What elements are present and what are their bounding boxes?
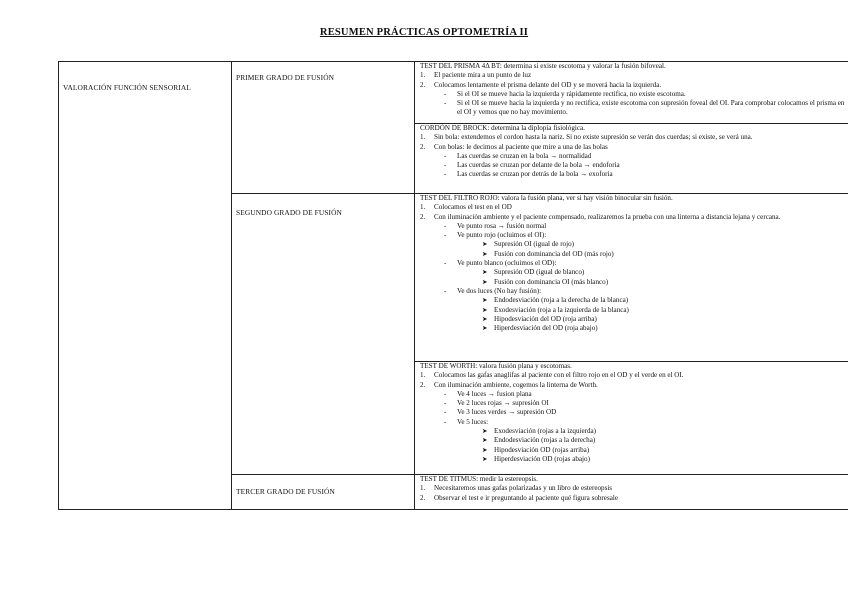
- list-marker: -: [444, 151, 447, 160]
- list-text: Si el OI se mueve hacia la izquierda y no rectifica, existe escotoma con supresión foveal del OI. Para comprobar colocamos el prisma en el OI y vemos que no hay movimiento.: [457, 99, 845, 117]
- test-content: [420, 475, 848, 503]
- list-marker: 2.: [420, 80, 426, 89]
- numbered-step: [420, 143, 848, 152]
- list-text: Supresión OD (igual de blanco): [494, 268, 585, 277]
- document-title: RESUMEN PRÁCTICAS OPTOMETRÍA II: [319, 27, 529, 38]
- list-marker: 1.: [420, 71, 426, 80]
- list-marker: 1.: [420, 133, 426, 142]
- list-text: Necesitaremos unas gafas polarizadas y un libro de estereopsis: [434, 484, 613, 493]
- arrow-item: [420, 250, 848, 259]
- list-marker: ➤: [482, 315, 488, 323]
- numbered-step: [420, 81, 848, 90]
- list-text: Si el OI se mueve hacia la izquierda y rápidamente rectifica, no existe escotoma.: [457, 89, 686, 98]
- list-marker: -: [444, 259, 447, 268]
- list-text: Supresión OI (igual de rojo): [494, 240, 574, 249]
- list-marker: ➤: [482, 241, 488, 249]
- numbered-step: [420, 494, 848, 503]
- list-marker: 1.: [420, 484, 426, 493]
- dash-item: [420, 231, 848, 240]
- list-text: Observar el test e ir preguntando al paciente qué figura sobresale: [434, 493, 618, 502]
- list-marker: -: [444, 99, 447, 108]
- list-text: Hipodesviación OD (rojas arriba): [494, 445, 590, 454]
- list-marker: -: [444, 161, 447, 170]
- list-text: Exodesviación (roja a la izquierda de la blanca): [494, 305, 629, 314]
- dash-item: [420, 418, 848, 427]
- list-text: Colocamos lentamente el prisma delante del OD y se moverá hacia la izquierda.: [434, 80, 662, 89]
- grade-label: TERCER GRADO DE FUSIÓN: [236, 487, 335, 496]
- list-marker: ➤: [482, 437, 488, 445]
- list-marker: -: [444, 399, 447, 408]
- test-cell: [414, 474, 848, 510]
- arrow-item: [420, 240, 848, 249]
- list-text: Endodesviación (roja a la derecha de la blanca): [494, 296, 629, 305]
- list-marker: -: [444, 221, 447, 230]
- grade-cell-2: [231, 193, 415, 475]
- test-content: [420, 62, 848, 118]
- grade-cell-1: [231, 61, 415, 194]
- list-text: Hiperdesviación del OD (roja abajo): [494, 324, 598, 333]
- list-text: Las cuerdas se cruzan por delante de la bola → endoforia: [457, 161, 620, 170]
- list-text: Ve 3 luces verdes → supresión OD: [457, 408, 557, 417]
- list-marker: ➤: [482, 297, 488, 305]
- list-text: Colocamos las gafas anaglifas al paciente con el filtro rojo en el OD y el verde en el OI.: [434, 371, 684, 380]
- test-cell: [414, 361, 848, 475]
- dash-item: [420, 287, 848, 296]
- list-marker: 2.: [420, 380, 426, 389]
- list-text: Ve 2 luces rojas → supresión OI: [457, 399, 549, 408]
- dash-item: [420, 161, 848, 170]
- dash-item: [420, 399, 848, 408]
- list-marker: ➤: [482, 428, 488, 436]
- arrow-item: [420, 268, 848, 277]
- list-marker: 2.: [420, 142, 426, 151]
- section-cell: [58, 61, 232, 510]
- list-marker: -: [444, 286, 447, 295]
- test-cell: [414, 61, 848, 124]
- grade-label: PRIMER GRADO DE FUSIÓN: [236, 73, 335, 82]
- arrow-item: [420, 427, 848, 436]
- dash-item: [420, 259, 848, 268]
- arrow-item: [420, 306, 848, 315]
- list-text: Fusión con dominancia del OD (más rojo): [494, 249, 614, 258]
- list-text: El paciente mira a un punto de luz: [434, 71, 532, 80]
- list-marker: 2.: [420, 212, 426, 221]
- test-content: [420, 194, 848, 333]
- dash-item: [420, 222, 848, 231]
- list-marker: 2.: [420, 493, 426, 502]
- test-heading: TEST DEL PRISMA 4Δ BT: determina si existe escotoma y valorar la fusión bifoveal.: [420, 62, 666, 70]
- list-text: Las cuerdas se cruzan por detrás de la bola → exoforia: [457, 170, 613, 179]
- test-heading: CORDÓN DE BROCK: determina la diplopía fisiológica.: [420, 124, 585, 132]
- test-heading: TEST DEL FILTRO ROJO: valora la fusión plana, ver si hay visión binocular sin fusión.: [420, 194, 673, 202]
- numbered-step: [420, 371, 848, 380]
- list-text: Las cuerdas se cruzan en la bola → normalidad: [457, 151, 592, 160]
- list-marker: 1.: [420, 203, 426, 212]
- grade-label: SEGUNDO GRADO DE FUSIÓN: [236, 208, 342, 217]
- list-marker: -: [444, 170, 447, 179]
- list-text: Sin bola: extendemos el cordon hasta la nariz. Si no existe supresión se verán dos cuerdas; si existe, se verá una.: [434, 133, 753, 142]
- numbered-step: [420, 133, 848, 142]
- dash-item: [420, 170, 848, 179]
- test-content: [420, 124, 848, 180]
- test-content: [420, 362, 848, 464]
- list-text: Ve 5 luces:: [457, 417, 489, 426]
- list-marker: ➤: [482, 278, 488, 286]
- arrow-item: [420, 296, 848, 305]
- list-text: Con iluminación ambiente, cogemos la linterna de Worth.: [434, 380, 598, 389]
- test-heading: TEST DE WORTH: valora fusión plana y escotomas.: [420, 362, 572, 370]
- arrow-item: [420, 446, 848, 455]
- numbered-step: [420, 203, 848, 212]
- numbered-step: [420, 381, 848, 390]
- dash-item: [420, 90, 848, 99]
- section-label: VALORACIÓN FUNCIÓN SENSORIAL: [63, 83, 191, 92]
- list-marker: -: [444, 408, 447, 417]
- test-heading: TEST DE TITMUS: medir la estereopsis.: [420, 475, 538, 483]
- dash-item: [420, 390, 848, 399]
- list-text: Fusión con dominancia OI (más blanco): [494, 277, 609, 286]
- list-text: Con bolas: le decimos al paciente que mire a una de las bolas: [434, 142, 608, 151]
- grade-cell-3: [231, 474, 415, 510]
- list-text: Endodesviación (rojas a la derecha): [494, 436, 596, 445]
- list-text: Colocamos el test en el OD: [434, 203, 512, 212]
- dash-item: [420, 408, 848, 417]
- list-marker: ➤: [482, 269, 488, 277]
- list-text: Ve punto blanco (ocluimos el OD):: [457, 259, 557, 268]
- list-text: Hipodesviación del OD (roja arriba): [494, 314, 597, 323]
- list-marker: ➤: [482, 325, 488, 333]
- list-text: Ve dos luces (No hay fusión):: [457, 286, 542, 295]
- arrow-item: [420, 455, 848, 464]
- list-text: Ve 4 luces → fusion plana: [457, 389, 532, 398]
- numbered-step: [420, 484, 848, 493]
- test-cell: [414, 123, 848, 194]
- list-marker: -: [444, 231, 447, 240]
- list-marker: ➤: [482, 306, 488, 314]
- numbered-step: [420, 71, 848, 80]
- arrow-item: [420, 436, 848, 445]
- list-marker: -: [444, 89, 447, 98]
- list-text: Ve punto rojo (ocluimos el OI):: [457, 231, 547, 240]
- list-marker: ➤: [482, 446, 488, 454]
- list-text: Hiperdesviación OD (rojas abajo): [494, 454, 590, 463]
- list-marker: -: [444, 417, 447, 426]
- list-marker: ➤: [482, 455, 488, 463]
- list-marker: -: [444, 389, 447, 398]
- list-text: Exodesviación (rojas a la izquierda): [494, 427, 597, 436]
- dash-item: [420, 99, 848, 118]
- numbered-step: [420, 213, 848, 222]
- dash-item: [420, 152, 848, 161]
- arrow-item: [420, 315, 848, 324]
- list-text: Con iluminación ambiente y el paciente compensado, realizaremos la prueba con una linterna a distancia lejana y cercana.: [434, 212, 781, 221]
- test-cell: [414, 193, 848, 362]
- arrow-item: [420, 278, 848, 287]
- arrow-item: [420, 324, 848, 333]
- list-text: Ve punto rosa → fusión normal: [457, 221, 547, 230]
- list-marker: 1.: [420, 371, 426, 380]
- list-marker: ➤: [482, 250, 488, 258]
